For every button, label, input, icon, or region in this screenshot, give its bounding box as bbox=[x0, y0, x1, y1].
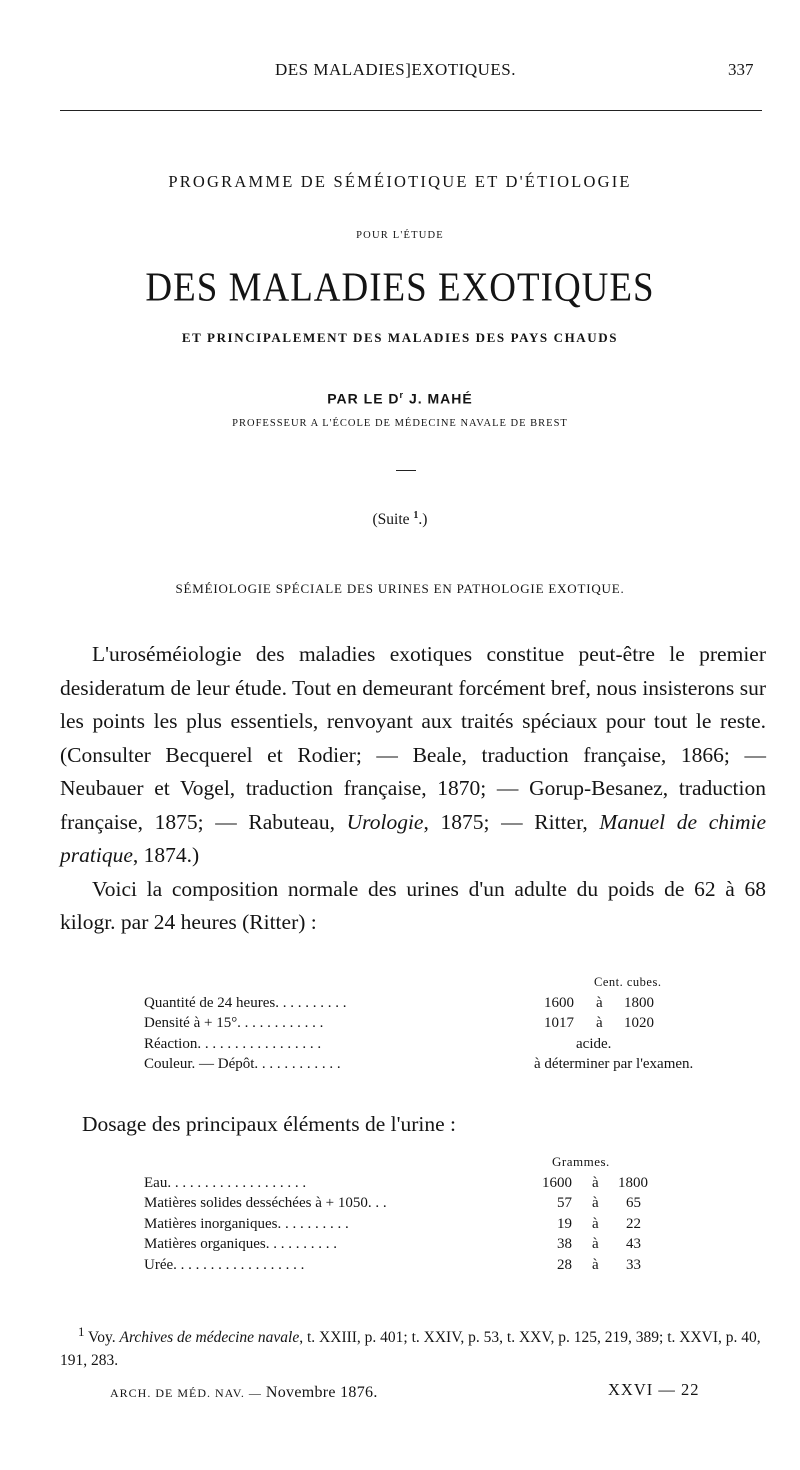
row-min: 28 bbox=[557, 1256, 572, 1273]
footnote bbox=[60, 1320, 766, 1372]
table-row bbox=[144, 1214, 704, 1235]
author-sup: r bbox=[399, 390, 405, 400]
table-row bbox=[144, 993, 764, 1014]
row-a: à bbox=[596, 994, 603, 1011]
table-row bbox=[144, 1234, 704, 1255]
row-label: Urée. . . . . . . . . . . . . . . . . . bbox=[144, 1256, 305, 1273]
table-row bbox=[144, 1173, 704, 1194]
author-line bbox=[0, 390, 800, 407]
row-max: 22 bbox=[626, 1215, 641, 1232]
row-a: à bbox=[592, 1236, 599, 1252]
footnote-marker: 1 bbox=[78, 1324, 85, 1339]
author-prefix: PAR LE D bbox=[327, 390, 400, 407]
composition-table bbox=[144, 972, 764, 1075]
table-row bbox=[144, 1034, 764, 1055]
running-head: DES MALADIES]EXOTIQUES. bbox=[275, 60, 516, 79]
paragraph-2: Voici la composition normale des urines d'un adulte du poids de 62 à 68 kilogr. par 24 heures (Ritter) : bbox=[60, 876, 766, 934]
p1-part2: , 1875; — Ritter, bbox=[423, 809, 600, 834]
row-label: Matières organiques. . . . . . . . . . bbox=[144, 1236, 338, 1252]
suite-text: (Suite bbox=[372, 511, 410, 529]
row-max: 1020 bbox=[624, 1015, 654, 1031]
row-value: à déterminer par l'examen. bbox=[534, 1056, 694, 1072]
row-max: 1800 bbox=[624, 994, 654, 1011]
row-min: 38 bbox=[557, 1236, 572, 1252]
professor-line: PROFESSEUR A L'ÉCOLE DE MÉDECINE NAVALE DE BREST bbox=[232, 418, 568, 429]
row-label: Réaction. . . . . . . . . . . . . . . . . bbox=[144, 1035, 322, 1052]
table-header bbox=[144, 1152, 704, 1173]
row-min: 19 bbox=[557, 1215, 572, 1232]
suite-footnote-marker: 1 bbox=[413, 510, 419, 521]
subtitle: ET PRINCIPALEMENT DES MALADIES DES PAYS CHAUDS bbox=[181, 330, 619, 345]
footnote-text-1: Voy. bbox=[84, 1329, 120, 1347]
dosage-table bbox=[144, 1152, 704, 1275]
row-label: Matières inorganiques. . . . . . . . . . bbox=[144, 1215, 349, 1232]
table-row bbox=[144, 1054, 764, 1075]
unit-label: Cent. cubes. bbox=[594, 975, 662, 989]
unit-label: Grammes. bbox=[552, 1154, 610, 1169]
footnote-text-2: , t. XXIII, p. 401; t. XXIV, p. 53, t. XXV, p. 125, 219, 389; t. XXVI, p. 40, 191, 283. bbox=[60, 1329, 761, 1370]
row-max: 43 bbox=[626, 1236, 641, 1252]
p1-part3: , 1874.) bbox=[132, 843, 200, 867]
row-min: 1017 bbox=[544, 1015, 574, 1031]
separator-dash bbox=[396, 470, 416, 471]
p1-italic-manuel: Manuel de chimie pratique bbox=[60, 809, 767, 867]
table-header bbox=[144, 972, 764, 993]
row-a: à bbox=[592, 1215, 599, 1232]
footer-date: Novembre 1876. bbox=[265, 1384, 378, 1401]
pour-letude: POUR L'ÉTUDE bbox=[356, 230, 444, 241]
suite-line bbox=[0, 510, 800, 529]
table-row bbox=[144, 1193, 704, 1214]
row-max: 65 bbox=[626, 1195, 641, 1211]
page-number: 337 bbox=[728, 60, 754, 79]
row-a: à bbox=[596, 1015, 603, 1031]
row-label: Eau. . . . . . . . . . . . . . . . . . . bbox=[144, 1174, 307, 1191]
row-min: 1600 bbox=[544, 994, 574, 1011]
row-max: 1800 bbox=[618, 1174, 648, 1191]
p1-italic-urologie: Urologie bbox=[346, 809, 424, 834]
row-a: à bbox=[592, 1195, 599, 1211]
row-label: Quantité de 24 heures. . . . . . . . . . bbox=[144, 994, 347, 1011]
footnote-italic: Archives de médecine navale bbox=[119, 1329, 300, 1347]
paragraph-1 bbox=[60, 638, 766, 873]
footer-journal bbox=[110, 1384, 378, 1402]
header-rule bbox=[60, 110, 762, 111]
row-max: 33 bbox=[626, 1256, 641, 1273]
row-min: 1600 bbox=[542, 1174, 572, 1191]
footnote-text bbox=[60, 1320, 766, 1372]
row-a: à bbox=[592, 1256, 599, 1273]
section-heading: SÉMÉIOLOGIE SPÉCIALE DES URINES EN PATHOLOGIE EXOTIQUE. bbox=[175, 581, 625, 596]
table-row bbox=[144, 1013, 764, 1034]
body-text bbox=[60, 638, 766, 940]
main-title: DES MALADIES EXOTIQUES bbox=[145, 264, 655, 311]
row-label: Couleur. — Dépôt. . . . . . . . . . . . bbox=[144, 1056, 341, 1072]
footer-abbrev: ARCH. DE MÉD. NAV. — bbox=[110, 1386, 266, 1400]
row-a: à bbox=[592, 1174, 599, 1191]
table-row bbox=[144, 1255, 704, 1276]
row-label: Densité à + 15°. . . . . . . . . . . . bbox=[144, 1015, 324, 1031]
row-value: acide. bbox=[576, 1035, 612, 1052]
suite-close: .) bbox=[418, 511, 428, 529]
programme-title: PROGRAMME DE SÉMÉIOTIQUE ET D'ÉTIOLOGIE bbox=[168, 172, 632, 191]
row-min: 57 bbox=[557, 1195, 572, 1211]
author-name: J. MAHÉ bbox=[404, 390, 473, 407]
footer-signature: XXVI — 22 bbox=[608, 1380, 700, 1399]
row-label: Matières solides desséchées à + 1050. . . bbox=[144, 1195, 387, 1211]
p1-part1: L'uroséméiologie des maladies exotiques constitue peut-être le premier desideratum de leur étude. Tout en demeurant forcément bref, nous insisterons sur les points les plus essentiels, renvoyant aux traités spéciaux pour tout le reste. (Consulter Becquerel et Rodier; — Beale, traduction française, 1866; — Neubauer et Vogel, traduction française, 1870; — Gorup-Besanez, traduction française, 1875; — Rabuteau, bbox=[60, 642, 766, 834]
dosage-heading: Dosage des principaux éléments de l'urine : bbox=[82, 1112, 457, 1136]
